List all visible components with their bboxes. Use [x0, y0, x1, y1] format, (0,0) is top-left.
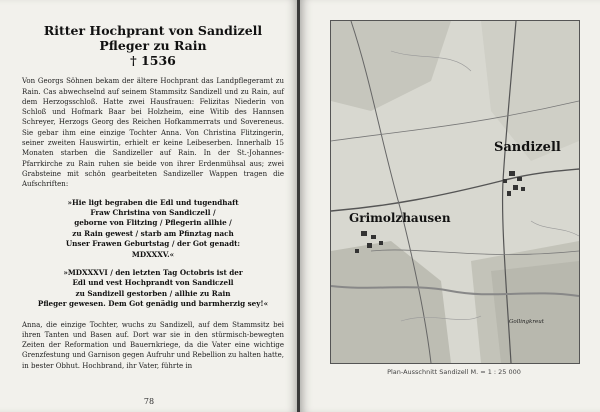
epitaph-line: MDXXXV.« — [131, 249, 175, 259]
map-caption: Plan-Ausschnitt Sandizell M. = 1 : 25 000 — [387, 368, 521, 376]
epitaph-hochprant — [22, 268, 284, 310]
paragraph-1: Von Georgs Söhnen bekam der ältere Hochprant das Landpflegeramt zu Rain. Cas abwechselnd auf seinem Stammsitz Sandizell und zu Rain, auf dem Herzogsschloß. Hatte zwei Hausfrauen: Felizitas Niederin von Schloß und Hofmark Baar bei Holzheim, eine Witib des Hannsen Schreyer, Herzogs Georg des Reichen Hofkammerrats und Sovereneus. Sie gebar ihm eine einzige Tochter Anna. Von Christina Flitzingerin, seiner zweiten Hauswirtin, erhielt er keine Leibeserben. Innerhalb 15 Monaten starben die Sandizeller auf Rain. In der St.-Johannes-Pfarrkirche zu Rain ruhen sie beide von ihrer Erdenmühsal aus; zwei Grabsteine mit schön gearbeiteten Sandizeller Wappen tragen die Aufschriften: — [22, 77, 284, 189]
topographic-map — [330, 20, 580, 364]
page-number: 78 — [143, 397, 155, 406]
right-page — [300, 0, 600, 412]
epitaph-christina — [22, 198, 284, 260]
map-drawing — [331, 21, 579, 363]
map-label-small-place: Gollingkreut — [509, 319, 545, 325]
map-label-sandizell: Sandizell — [494, 140, 561, 155]
chapter-death-year: † 1536 — [130, 52, 176, 68]
chapter-subtitle: Pfleger zu Rain — [99, 37, 207, 53]
chapter-title: Ritter Hochprant von Sandizell — [43, 23, 263, 38]
epitaph-line: »Hie ligt begraben die Edl und tugendhaft — [67, 197, 239, 207]
epitaph-line: Unser Frawen Geburtstag / der Got genadt: — [65, 239, 241, 249]
epitaph-line: Edl und vest Hochprandt von Sandiczell — [72, 278, 234, 288]
epitaph-line: zu Sandizell gestorben / allhie zu Rain — [75, 288, 231, 298]
epitaph-line: zu Rain gewest / starb am Pfinztag nach — [72, 228, 234, 238]
epitaph-line: geborne von Flitzing / Pflegerin allhie / — [74, 218, 232, 228]
map-label-grimolzhausen: Grimolzhausen — [349, 211, 451, 225]
left-page — [0, 0, 298, 412]
paragraph-2: Anna, die einzige Tochter, wuchs zu Sandizell, auf dem Stammsitz bei ihren Tanten und Basen auf. Dort war sie in den stürmisch-bewegten Zeiten der Reformation und Bauernkriege, da die Vater eine wichtige Grenzfestung und Garnison gegen Aufruhr und Rebellion zu halten hatte, in bester Obhut. Hochbrand, ihr Vater, führte in — [22, 320, 284, 370]
epitaph-line: Pfleger gewesen. Dem Got genädig und barmherzig sey!« — [37, 299, 269, 309]
epitaph-line: Fraw Christina von Sandiczell / — [90, 207, 216, 217]
epitaph-line: »MDXXXVI / den letzten Tag Octobris ist der — [63, 267, 243, 277]
